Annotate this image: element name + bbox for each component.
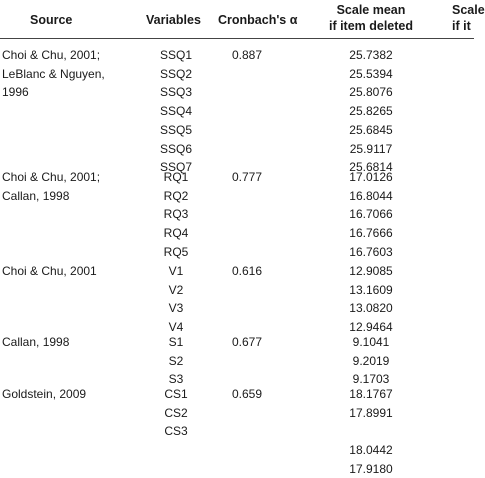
source-text: Goldstein, 2009	[2, 387, 87, 401]
variable-code: RQ3	[163, 207, 189, 222]
variable-code: S1	[168, 335, 184, 349]
scale-mean-value: 16.7603	[349, 244, 393, 259]
scale-mean-value: 25.8076	[349, 85, 393, 100]
variable-code: V4	[168, 320, 184, 335]
source-text: Choi & Chu, 2001;	[2, 48, 101, 62]
scale-mean-value: 17.8991	[349, 405, 393, 420]
scale-mean-value: 25.6845	[349, 122, 393, 137]
header-cronbach-alpha: Cronbach's α	[218, 13, 298, 27]
header-next-col-line2: if it	[452, 19, 471, 33]
cronbach-alpha-value: 0.777	[232, 170, 263, 184]
scale-mean-value: 16.7666	[349, 226, 393, 241]
scale-mean-value: 12.9464	[349, 320, 393, 335]
header-source: Source	[30, 13, 73, 27]
scale-mean-value: 25.8265	[349, 104, 393, 119]
header-scale-mean-line1: Scale mean	[336, 3, 406, 17]
scale-mean-value: 25.9117	[349, 141, 393, 156]
scale-mean-value: 25.5394	[349, 66, 393, 81]
variable-code: RQ1	[163, 170, 189, 184]
variable-code: V2	[168, 282, 184, 297]
scale-mean-value: 13.1609	[349, 282, 393, 297]
cronbach-alpha-value: 0.659	[232, 387, 263, 401]
scale-mean-value: 16.7066	[349, 207, 393, 222]
variable-code: RQ5	[163, 244, 189, 259]
source-text: 1996	[2, 85, 29, 100]
scale-mean-value: 25.7382	[349, 48, 393, 62]
variable-code: V1	[168, 264, 184, 278]
scale-mean-value: 9.1703	[352, 372, 390, 387]
scale-mean-value: 17.0126	[349, 170, 393, 184]
variable-code: RQ4	[163, 226, 189, 241]
variable-code: SSQ6	[159, 141, 192, 156]
scale-mean-value: 9.2019	[352, 353, 390, 368]
header-scale-mean-line2: if item deleted	[328, 19, 414, 33]
source-text: Callan, 1998	[2, 188, 70, 203]
scale-mean-value: 25.6814	[349, 160, 393, 175]
variable-code: V3	[168, 301, 184, 316]
variable-code: CS3	[164, 424, 188, 439]
scale-mean-value: 17.9180	[349, 461, 393, 476]
cronbach-alpha-value: 0.887	[232, 48, 263, 62]
header-variables: Variables	[146, 13, 201, 27]
cronbach-alpha-value: 0.677	[232, 335, 263, 349]
header-rule	[0, 38, 474, 39]
variable-code: SSQ1	[159, 48, 192, 62]
variable-code: SSQ5	[159, 122, 192, 137]
variable-code: SSQ4	[159, 104, 192, 119]
header-next-col-line1: Scale	[452, 3, 485, 17]
variable-code: S3	[168, 372, 184, 387]
source-text: Choi & Chu, 2001	[2, 264, 97, 278]
variable-code: S2	[168, 353, 184, 368]
scale-mean-value: 9.1041	[352, 335, 390, 349]
source-text: Callan, 1998	[2, 335, 70, 349]
scale-mean-value: 18.0442	[349, 443, 393, 458]
scale-mean-value: 16.8044	[349, 188, 393, 203]
variable-code: CS1	[164, 387, 188, 401]
variable-code: SSQ3	[159, 85, 192, 100]
scale-mean-value: 18.1767	[349, 387, 393, 401]
variable-code: CS2	[164, 405, 188, 420]
cronbach-alpha-value: 0.616	[232, 264, 263, 278]
scale-mean-value: 12.9085	[349, 264, 393, 278]
variable-code: RQ2	[163, 188, 189, 203]
variable-code: SSQ2	[159, 66, 192, 81]
source-text: Choi & Chu, 2001;	[2, 170, 101, 184]
scale-mean-value: 13.0820	[349, 301, 393, 316]
variable-code: SSQ7	[159, 160, 192, 175]
source-text: LeBlanc & Nguyen,	[2, 66, 105, 81]
